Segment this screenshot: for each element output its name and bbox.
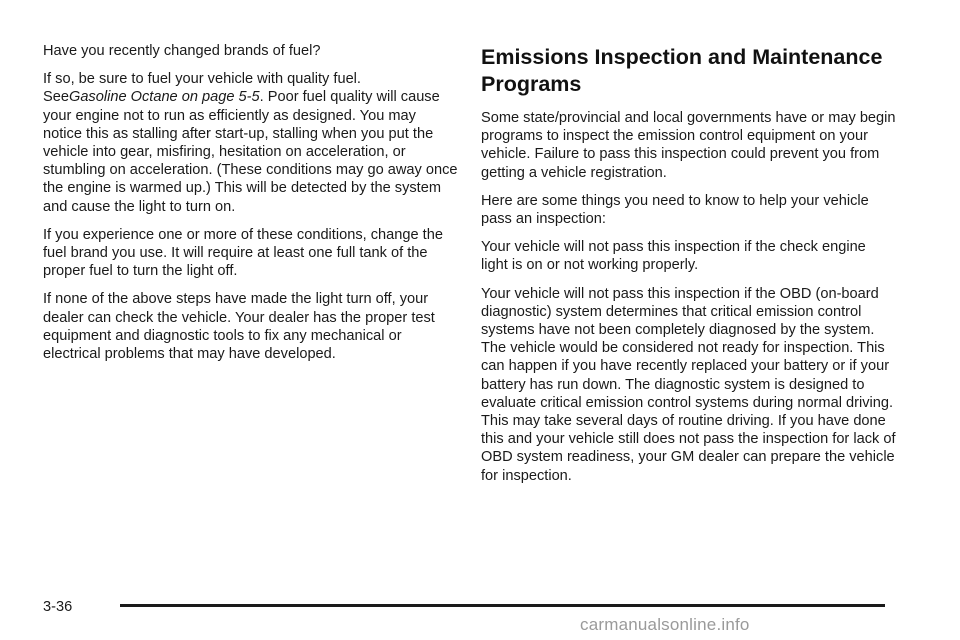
section-heading-emissions-inspection: Emissions Inspection and Maintenance Programs bbox=[481, 45, 883, 96]
paragraph-inspection-programs: Some state/provincial and local governments have or may begin programs to inspect the emission control equipment on your vehicle. Failure to pass this inspection could prevent you from getting a vehicle registration. bbox=[481, 110, 896, 181]
page-number: 3-36 bbox=[43, 599, 73, 615]
fuel-quality-intro: If so, be sure to fuel your vehicle with quality fuel. bbox=[43, 71, 361, 88]
see-label: See bbox=[43, 89, 69, 106]
right-column bbox=[481, 44, 896, 495]
watermark: carmanualsonline.info bbox=[580, 615, 750, 634]
paragraph-fuel-question: Have you recently changed brands of fuel? bbox=[43, 43, 321, 59]
fuel-quality-details: . Poor fuel quality will cause your engine not to run as efficiently as designed. You may notice this as stalling after start-up, stalling when you put the vehicle into gear, misfiring, hesitation on acceleration, or stumbling on acceleration. (These conditions may go away once the engine is warmed up.) This will be detected by the system and cause the light to turn on. bbox=[43, 89, 458, 215]
paragraph-things-to-know: Here are some things you need to know to help your vehicle pass an inspection: bbox=[481, 192, 869, 228]
gasoline-octane-reference-link[interactable]: Gasoline Octane on page 5-5 bbox=[68, 89, 260, 106]
paragraph-dealer-check: If none of the above steps have made the light turn off, your dealer can check the vehicle. Your dealer has the proper test equipment and diagnostic tools to fix any mechanical or electrical problems that may have developed. bbox=[43, 291, 435, 363]
paragraph-check-engine-light: Your vehicle will not pass this inspection if the check engine light is on or not working properly. bbox=[481, 239, 866, 274]
paragraph-fuel-quality bbox=[43, 70, 458, 216]
paragraph-obd-readiness: Your vehicle will not pass this inspection if the OBD (on-board diagnostic) system determines that critical emission control systems have not been completely diagnosed by the system. The vehicle would be considered not ready for inspection. This can happen if you have recently replaced your battery or if your battery has run down. The diagnostic system is designed to evaluate critical emission control systems during normal driving. This may take several days of routine driving. If you have done this and your vehicle still does not pass the inspection for lack of OBD system readiness, your GM dealer can prepare the vehicle for inspection. bbox=[481, 285, 896, 484]
left-column bbox=[43, 42, 458, 373]
footer-divider bbox=[120, 604, 885, 607]
paragraph-change-fuel-brand: If you experience one or more of these conditions, change the fuel brand you use. It will require at least one full tank of the proper fuel to turn the light off. bbox=[43, 226, 443, 280]
